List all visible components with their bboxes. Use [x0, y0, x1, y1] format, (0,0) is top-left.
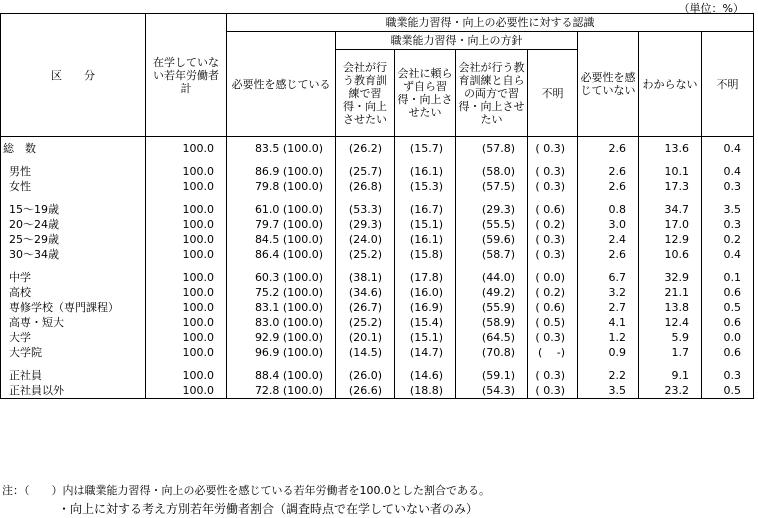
table-row — [1, 368, 754, 383]
cell-c1: 100.0 — [146, 315, 227, 330]
cell-c3: (24.0) — [336, 232, 395, 247]
cell-c4: (15.4) — [395, 315, 456, 330]
table-row — [1, 217, 754, 232]
cell-c5: (55.9) — [456, 300, 528, 315]
row-label: 25～29歳 — [1, 232, 146, 247]
cell-c5: (29.3) — [456, 202, 528, 217]
header-company-training: 会社が行う教育訓練で習得・向上させたい — [336, 50, 395, 137]
footnote: 注：（ ）内は職業能力習得・向上の必要性を感じている若年労働者を100.0とした割合である。 — [2, 484, 490, 497]
cell-c2: 83.1 (100.0) — [227, 300, 336, 315]
cell-c5: (59.1) — [456, 368, 528, 383]
cell-c3: (25.2) — [336, 315, 395, 330]
cell-c7: 3.0 — [578, 217, 639, 232]
row-spacer — [1, 156, 754, 164]
cell-c3: (14.5) — [336, 345, 395, 360]
cell-c1: 100.0 — [146, 247, 227, 262]
cell-c9: 0.5 — [702, 383, 754, 399]
cell-c3: (53.3) — [336, 202, 395, 217]
row-label: 正社員 — [1, 368, 146, 383]
table-row — [1, 345, 754, 360]
cell-c5: (58.9) — [456, 315, 528, 330]
cell-c9: 3.5 — [702, 202, 754, 217]
cell-c1: 100.0 — [146, 164, 227, 179]
cell-c8: 9.1 — [639, 368, 702, 383]
cell-c5: (70.8) — [456, 345, 528, 360]
cell-c4: (16.1) — [395, 164, 456, 179]
cell-c5: (49.2) — [456, 285, 528, 300]
cell-c8: 17.0 — [639, 217, 702, 232]
row-label: 総 数 — [1, 137, 146, 157]
cell-c6: ( 0.3) — [528, 232, 578, 247]
cell-c8: 5.9 — [639, 330, 702, 345]
cell-c6: ( 0.3) — [528, 383, 578, 399]
data-table — [0, 13, 754, 399]
header-unknown: 不明 — [702, 32, 754, 137]
cell-c4: (15.8) — [395, 247, 456, 262]
cell-c5: (64.5) — [456, 330, 528, 345]
cell-c8: 13.8 — [639, 300, 702, 315]
cell-c3: (20.1) — [336, 330, 395, 345]
header-policy-group: 職業能力習得・向上の方針 — [336, 32, 578, 50]
row-spacer — [1, 360, 754, 368]
cell-c9: 0.6 — [702, 315, 754, 330]
cell-c9: 0.3 — [702, 217, 754, 232]
cell-c5: (59.6) — [456, 232, 528, 247]
cell-c8: 12.4 — [639, 315, 702, 330]
cell-c6: ( 0.6) — [528, 202, 578, 217]
cell-c4: (15.7) — [395, 137, 456, 157]
cell-c6: ( 0.2) — [528, 217, 578, 232]
row-label: 15～19歳 — [1, 202, 146, 217]
cell-c8: 1.7 — [639, 345, 702, 360]
cell-c7: 0.8 — [578, 202, 639, 217]
cell-c2: 75.2 (100.0) — [227, 285, 336, 300]
cell-c1: 100.0 — [146, 345, 227, 360]
cell-c6: ( 0.3) — [528, 247, 578, 262]
row-label: 30～34歳 — [1, 247, 146, 262]
cell-c1: 100.0 — [146, 368, 227, 383]
cell-c4: (14.6) — [395, 368, 456, 383]
cell-c2: 79.8 (100.0) — [227, 179, 336, 194]
cell-c6: ( 0.6) — [528, 300, 578, 315]
cell-c2: 86.9 (100.0) — [227, 164, 336, 179]
cell-c4: (14.7) — [395, 345, 456, 360]
cell-c6: ( 0.3) — [528, 137, 578, 157]
cell-c7: 4.1 — [578, 315, 639, 330]
cell-c2: 60.3 (100.0) — [227, 270, 336, 285]
cell-c9: 0.6 — [702, 285, 754, 300]
cell-c1: 100.0 — [146, 217, 227, 232]
table-row — [1, 179, 754, 194]
cell-c4: (15.3) — [395, 179, 456, 194]
table-row — [1, 383, 754, 399]
row-label: 正社員以外 — [1, 383, 146, 399]
cell-c9: 0.6 — [702, 345, 754, 360]
cell-c5: (57.8) — [456, 137, 528, 157]
header-dont-know: わからない — [639, 32, 702, 137]
cell-c5: (54.3) — [456, 383, 528, 399]
cell-c8: 10.1 — [639, 164, 702, 179]
cell-c7: 0.9 — [578, 345, 639, 360]
cell-c5: (57.5) — [456, 179, 528, 194]
cell-c3: (26.2) — [336, 137, 395, 157]
cell-c2: 83.5 (100.0) — [227, 137, 336, 157]
header-both: 会社が行う教育訓練と自らの両方で習得・向上させたい — [456, 50, 528, 137]
cell-c3: (29.3) — [336, 217, 395, 232]
cell-c2: 72.8 (100.0) — [227, 383, 336, 399]
unit-label: （単位：%） — [678, 2, 744, 15]
cell-c6: ( 0.2) — [528, 285, 578, 300]
cell-c9: 0.3 — [702, 179, 754, 194]
header-not-enrolled-total: 在学していない若年労働者計 — [146, 14, 227, 137]
row-label: 大学院 — [1, 345, 146, 360]
cell-c4: (15.1) — [395, 217, 456, 232]
cell-c2: 92.9 (100.0) — [227, 330, 336, 345]
cell-c3: (26.7) — [336, 300, 395, 315]
cell-c6: ( -) — [528, 345, 578, 360]
cell-c2: 79.7 (100.0) — [227, 217, 336, 232]
cell-c1: 100.0 — [146, 285, 227, 300]
cell-c6: ( 0.3) — [528, 164, 578, 179]
cell-c7: 2.7 — [578, 300, 639, 315]
cell-c4: (15.1) — [395, 330, 456, 345]
cell-c6: ( 0.3) — [528, 368, 578, 383]
cell-c8: 17.3 — [639, 179, 702, 194]
row-label: 男性 — [1, 164, 146, 179]
header-self-study: 会社に頼らず自ら習得・向上させたい — [395, 50, 456, 137]
cell-c4: (16.7) — [395, 202, 456, 217]
cell-c1: 100.0 — [146, 270, 227, 285]
table-row — [1, 270, 754, 285]
cell-c5: (58.7) — [456, 247, 528, 262]
cell-c5: (58.0) — [456, 164, 528, 179]
cell-c7: 2.6 — [578, 164, 639, 179]
row-label: 高専・短大 — [1, 315, 146, 330]
cell-c4: (16.9) — [395, 300, 456, 315]
cell-c7: 3.2 — [578, 285, 639, 300]
cell-c1: 100.0 — [146, 300, 227, 315]
cell-c4: (16.1) — [395, 232, 456, 247]
cell-c2: 88.4 (100.0) — [227, 368, 336, 383]
cell-c7: 2.4 — [578, 232, 639, 247]
cell-c5: (55.5) — [456, 217, 528, 232]
cell-c8: 34.7 — [639, 202, 702, 217]
cell-c9: 0.4 — [702, 164, 754, 179]
cell-c2: 86.4 (100.0) — [227, 247, 336, 262]
cell-c6: ( 0.5) — [528, 315, 578, 330]
cell-c1: 100.0 — [146, 232, 227, 247]
cell-c3: (25.2) — [336, 247, 395, 262]
cell-c8: 23.2 — [639, 383, 702, 399]
header-policy-unknown: 不明 — [528, 50, 578, 137]
cell-c8: 32.9 — [639, 270, 702, 285]
cell-c4: (18.8) — [395, 383, 456, 399]
cell-c8: 13.6 — [639, 137, 702, 157]
row-label: 専修学校（専門課程） — [1, 300, 146, 315]
caption: ・向上に対する考え方別若年労働者割合（調査時点で在学していない者のみ） — [58, 502, 479, 516]
row-label: 大学 — [1, 330, 146, 345]
header-category: 区 分 — [1, 14, 146, 137]
cell-c8: 21.1 — [639, 285, 702, 300]
cell-c6: ( 0.3) — [528, 179, 578, 194]
row-label: 高校 — [1, 285, 146, 300]
table-row — [1, 285, 754, 300]
cell-c4: (17.8) — [395, 270, 456, 285]
cell-c9: 0.3 — [702, 368, 754, 383]
table-row — [1, 300, 754, 315]
cell-c3: (25.7) — [336, 164, 395, 179]
cell-c1: 100.0 — [146, 330, 227, 345]
cell-c3: (26.6) — [336, 383, 395, 399]
cell-c7: 2.2 — [578, 368, 639, 383]
cell-c7: 1.2 — [578, 330, 639, 345]
cell-c2: 61.0 (100.0) — [227, 202, 336, 217]
cell-c4: (16.0) — [395, 285, 456, 300]
cell-c7: 6.7 — [578, 270, 639, 285]
cell-c9: 0.4 — [702, 247, 754, 262]
cell-c1: 100.0 — [146, 137, 227, 157]
cell-c2: 96.9 (100.0) — [227, 345, 336, 360]
cell-c8: 10.6 — [639, 247, 702, 262]
row-label: 中学 — [1, 270, 146, 285]
table-row — [1, 202, 754, 217]
cell-c7: 3.5 — [578, 383, 639, 399]
table-row — [1, 137, 754, 157]
cell-c7: 2.6 — [578, 247, 639, 262]
table-row — [1, 247, 754, 262]
cell-c3: (26.0) — [336, 368, 395, 383]
table-body — [1, 137, 754, 399]
cell-c7: 2.6 — [578, 137, 639, 157]
row-spacer — [1, 194, 754, 202]
cell-c1: 100.0 — [146, 179, 227, 194]
header-recognition-group: 職業能力習得・向上の必要性に対する認識 — [227, 14, 754, 32]
cell-c9: 0.1 — [702, 270, 754, 285]
cell-c9: 0.2 — [702, 232, 754, 247]
table-row — [1, 315, 754, 330]
cell-c6: ( 0.0) — [528, 270, 578, 285]
cell-c9: 0.0 — [702, 330, 754, 345]
cell-c5: (44.0) — [456, 270, 528, 285]
header-necessary: 必要性を感じている — [227, 32, 336, 137]
cell-c1: 100.0 — [146, 383, 227, 399]
cell-c2: 84.5 (100.0) — [227, 232, 336, 247]
cell-c2: 83.0 (100.0) — [227, 315, 336, 330]
row-label: 女性 — [1, 179, 146, 194]
cell-c3: (38.1) — [336, 270, 395, 285]
table-row — [1, 330, 754, 345]
cell-c9: 0.4 — [702, 137, 754, 157]
cell-c1: 100.0 — [146, 202, 227, 217]
cell-c3: (26.8) — [336, 179, 395, 194]
row-label: 20～24歳 — [1, 217, 146, 232]
header-not-necessary: 必要性を感じていない — [578, 32, 639, 137]
cell-c3: (34.6) — [336, 285, 395, 300]
cell-c7: 2.6 — [578, 179, 639, 194]
row-spacer — [1, 262, 754, 270]
table-row — [1, 164, 754, 179]
table-row — [1, 232, 754, 247]
cell-c6: ( 0.3) — [528, 330, 578, 345]
cell-c8: 12.9 — [639, 232, 702, 247]
cell-c9: 0.5 — [702, 300, 754, 315]
